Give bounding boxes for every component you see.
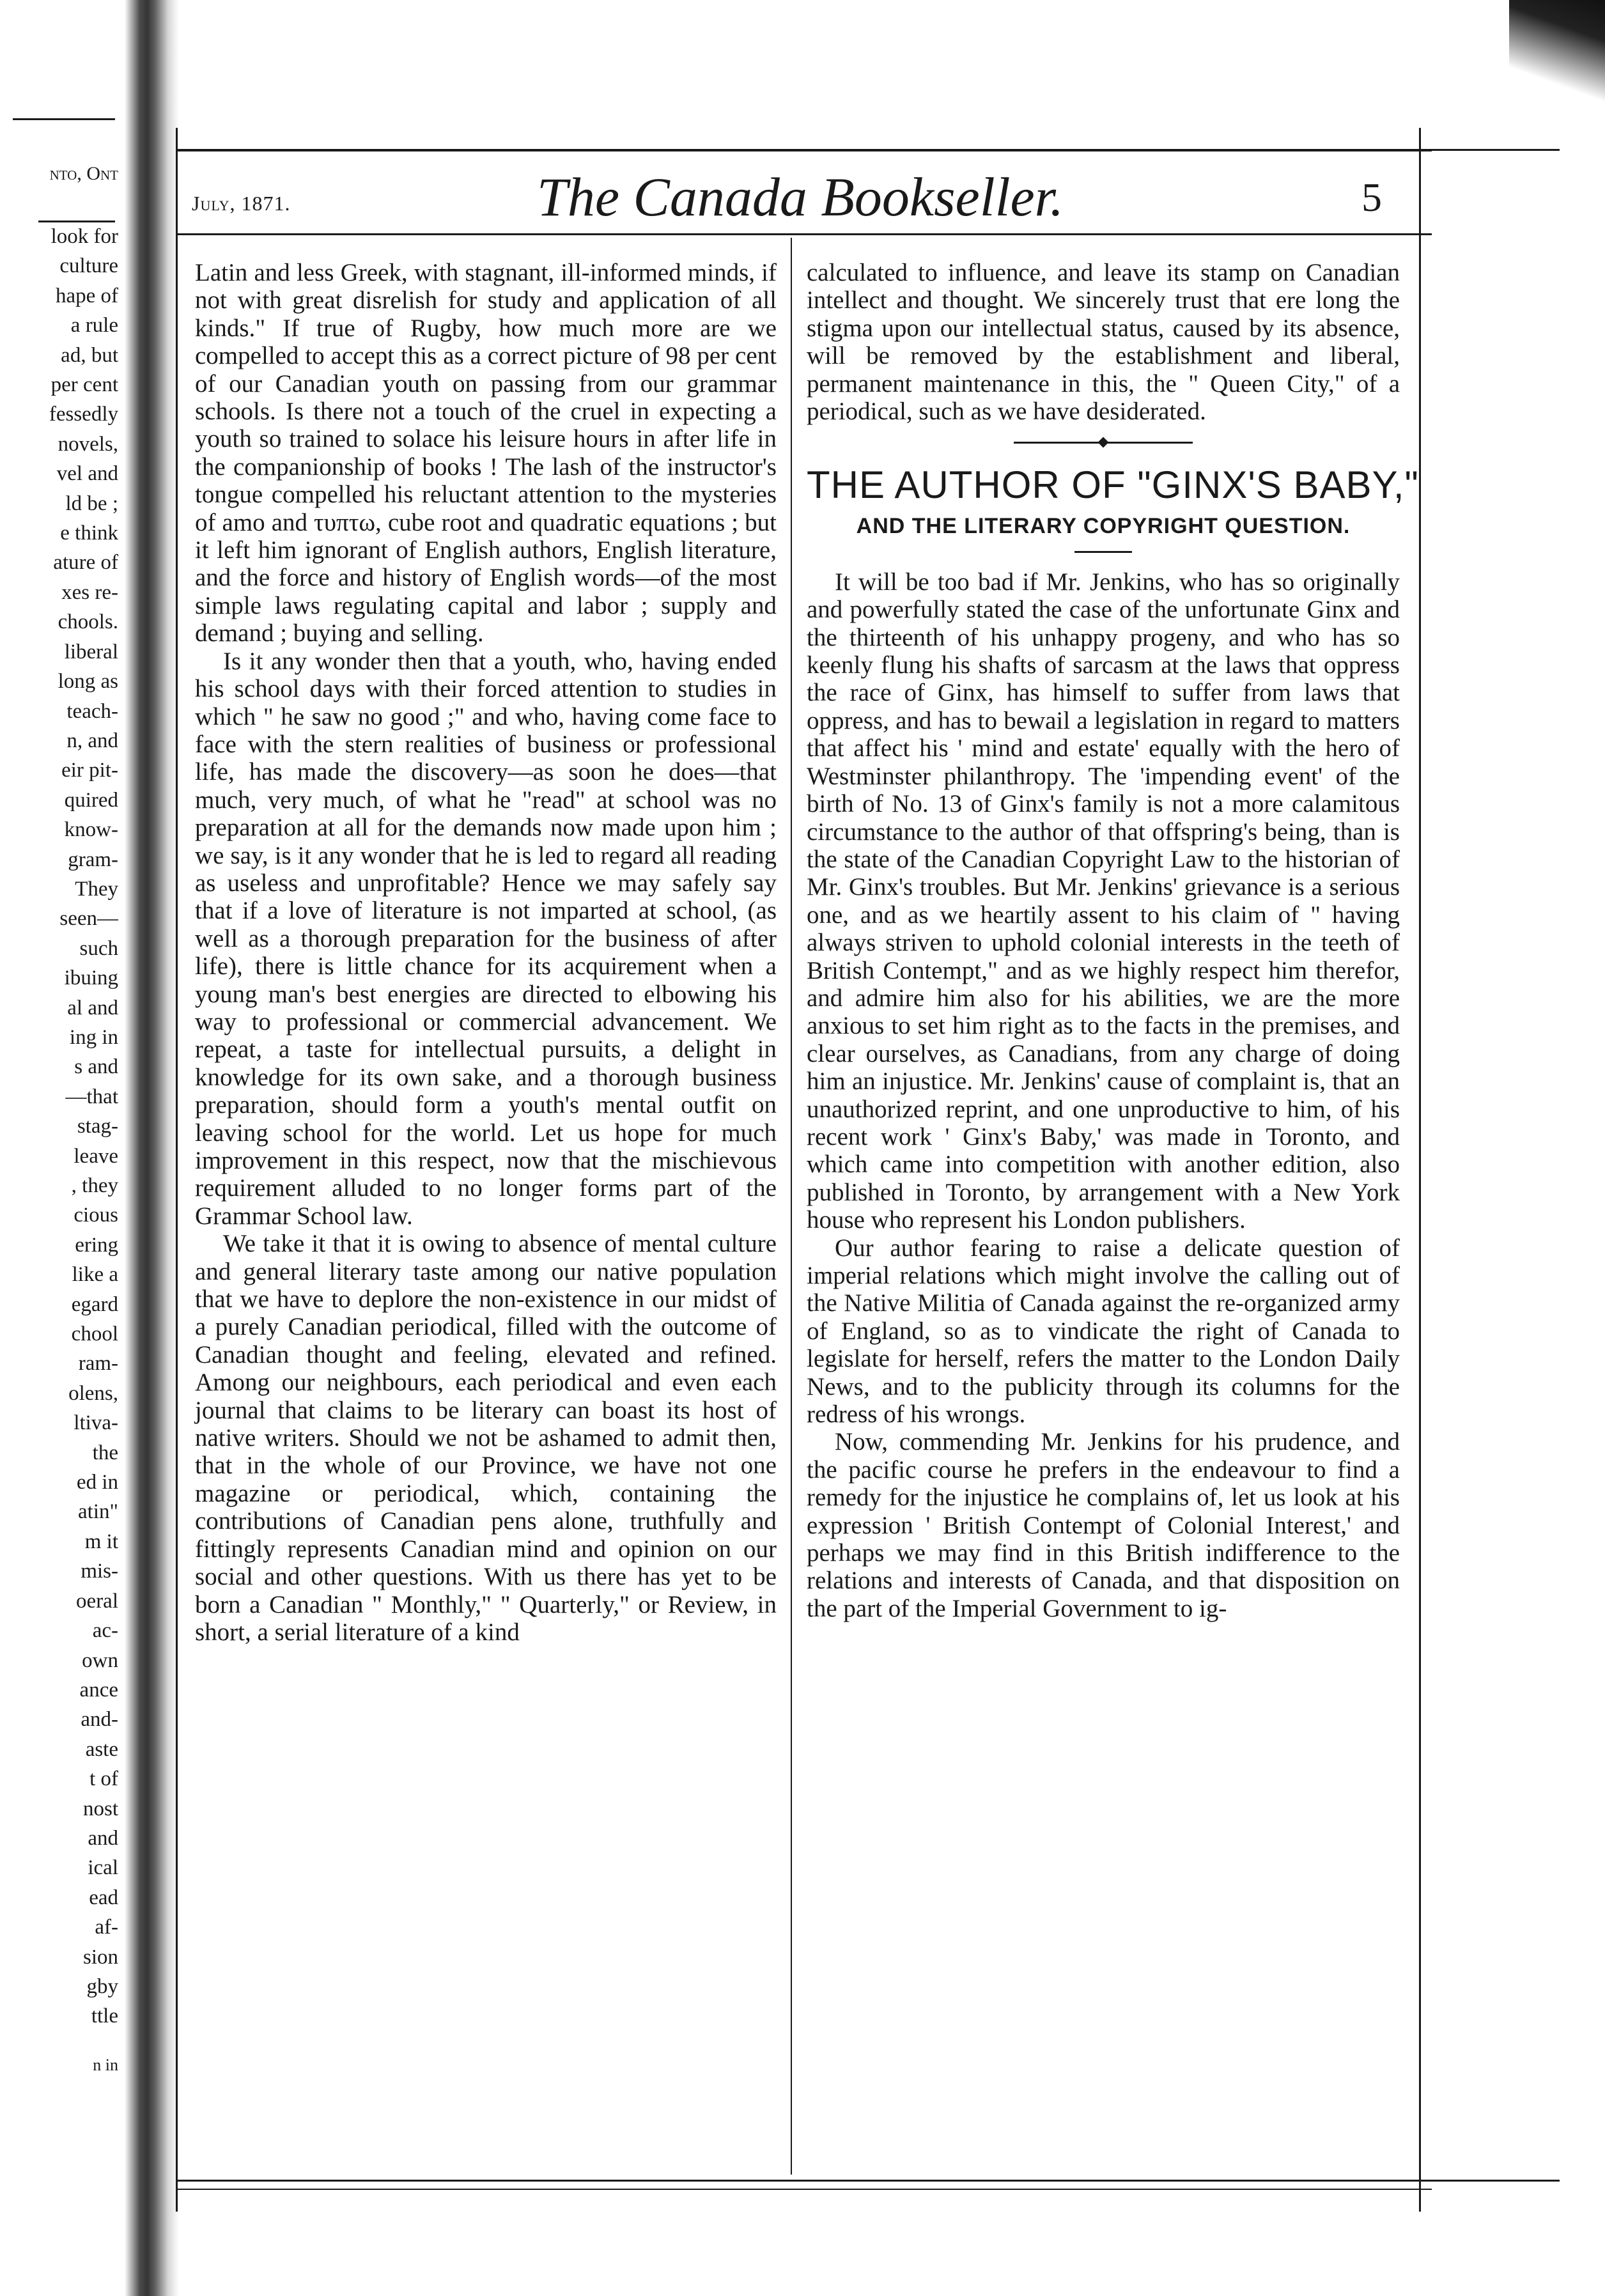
adjacent-page-line: —that: [65, 1085, 118, 1108]
adjacent-page-line: mis-: [81, 1560, 118, 1583]
adjacent-page-line: the: [92, 1441, 118, 1464]
adjacent-page-line: , they: [71, 1174, 118, 1197]
page-corner-mark: [1509, 0, 1605, 192]
adjacent-page-line: nost: [82, 1797, 118, 1820]
article-title: THE AUTHOR OF "GINX'S BABY,": [807, 463, 1419, 507]
adjacent-page-lines: [0, 222, 118, 2031]
edge-rule: [13, 118, 115, 120]
adjacent-page-line: ad, but: [61, 343, 118, 367]
adjacent-page-line: ering: [75, 1233, 118, 1257]
adjacent-page-line: a rule: [70, 314, 118, 337]
adjacent-page-line: own: [82, 1648, 118, 1672]
edge-rule: [38, 221, 115, 222]
adjacent-page-line: al and: [67, 996, 118, 1020]
adjacent-page-line: hape of: [55, 284, 118, 307]
adjacent-page-line: novels,: [58, 432, 118, 456]
title-rule: [1074, 551, 1132, 553]
adjacent-page-line: They: [75, 877, 118, 901]
adjacent-page-line: ram-: [78, 1352, 118, 1376]
edge-rule: [1432, 149, 1560, 151]
adjacent-page-line: teach-: [66, 699, 118, 723]
adjacent-page-line: ltiva-: [74, 1411, 118, 1435]
adjacent-page-line: aste: [85, 1737, 118, 1761]
adjacent-page-line: atin": [78, 1500, 118, 1524]
adjacent-page-line: culture: [59, 254, 118, 278]
adjacent-page-fragment: [0, 163, 118, 2080]
adjacent-page-line: vel and: [56, 462, 118, 486]
adjacent-page-line: e think: [60, 522, 118, 545]
adjacent-page-line: ing in: [69, 1025, 118, 1049]
column-divider: [791, 238, 792, 2175]
adjacent-page-line: eir pit-: [61, 759, 118, 782]
adjacent-page-line: stag-: [77, 1115, 118, 1138]
footer-rule: [176, 2180, 1432, 2182]
adjacent-page-line: t of: [89, 1767, 118, 1791]
page-frame-left: [176, 128, 178, 2212]
adjacent-page-line: xes re-: [61, 580, 118, 604]
adjacent-page-line: chools.: [58, 610, 118, 634]
left-column: [195, 259, 777, 1646]
adjacent-page-line: look for: [50, 225, 118, 248]
adjacent-page-line: ld be ;: [65, 492, 118, 515]
adjacent-page-line: ed in: [76, 1471, 118, 1494]
adjacent-page-line: like a: [72, 1263, 118, 1287]
adjacent-page-line: gram-: [68, 848, 118, 871]
section-separator: [1014, 442, 1193, 444]
adjacent-page-line: gby: [86, 1974, 118, 1998]
adjacent-page-line: chool: [71, 1323, 118, 1346]
adjacent-page-line: ac-: [92, 1619, 118, 1643]
paragraph: Now, commending Mr. Jenkins for his prudence, and the pacific course he prefers in the endeavour to find a remedy for the injustice he complains of, let us look at his expression ' British Contempt of Colonial Interest,' and perhaps we may find in this British indifference to the relations and interests of Canada, and that disposition on the part of the Imperial Government to ig-: [807, 1428, 1400, 1622]
adjacent-page-line: s and: [74, 1055, 118, 1079]
adjacent-page-line: ature of: [53, 551, 118, 575]
running-head-date: July, 1871.: [192, 192, 291, 215]
running-head-title: The Canada Bookseller.: [537, 166, 1064, 228]
top-rule: [176, 149, 1432, 151]
adjacent-page-line: cious: [74, 1204, 118, 1227]
adjacent-page-line: n, and: [66, 729, 118, 752]
page-frame-right: [1419, 128, 1421, 2212]
adjacent-page-line: liberal: [64, 640, 118, 663]
adjacent-page-header: nto, Ont: [49, 163, 118, 184]
adjacent-page-line: oeral: [76, 1589, 118, 1613]
adjacent-page-line: m it: [84, 1530, 118, 1553]
adjacent-page-line: know-: [64, 818, 118, 842]
paragraph: Is it any wonder then that a youth, who, having ended his school days with their forced attention to studies in which " he saw no good ;" and who, having come face to face with the stern realities of business or professional life, has made the discovery—as soon he does—that much, very much, of what he "read" at school was no preparation at all for the demands now made upon him ; we say, is it any wonder that he is led to regard all reading as useless and unprofitable? Hence we may safely say that if a love of literature is not imparted at school, (as well as a thorough preparation for the business of after life), there is little chance for its acquirement when a young man's best energies are directed to elbowing his way to professional or commercial advancement. We repeat, a taste for intellectual pursuits, a delight in knowledge for its own sake, and a thorough business preparation, should form a youth's mental outfit on leaving school for the world. Let us hope for much improvement in this respect, now that the mischievous requirement alluded to no longer forms part of the Grammar School law.: [195, 647, 777, 1230]
adjacent-page-line: olens,: [68, 1381, 118, 1405]
adjacent-page-line: egard: [71, 1292, 118, 1316]
adjacent-page-line: quired: [64, 788, 118, 812]
article-subtitle: AND THE LITERARY COPYRIGHT QUESTION.: [856, 514, 1351, 539]
adjacent-page-line: ead: [89, 1886, 118, 1909]
adjacent-page-line: af-: [95, 1916, 118, 1939]
edge-rule: [1432, 2180, 1560, 2182]
adjacent-page-line: ical: [88, 1856, 118, 1880]
adjacent-page-line: per cent: [50, 373, 118, 397]
binding-shadow: [125, 0, 179, 2296]
adjacent-page-line: such: [79, 936, 118, 960]
right-column: [807, 259, 1419, 1622]
adjacent-page-line: ance: [79, 1678, 118, 1702]
adjacent-page-line: ibuing: [64, 966, 118, 990]
paragraph: Our author fearing to raise a delicate question of imperial relations which might involve the calling out of the Native Militia of Canada against the re-organized army of England, so as to vindicate the right of Canada to legislate for herself, refers the matter to the London Daily News, and to the publicity through its columns for the redress of his wrongs.: [807, 1234, 1400, 1429]
header-rule: [176, 233, 1432, 235]
adjacent-page-line: and: [88, 1826, 118, 1850]
paragraph: We take it that it is owing to absence of mental culture and general literary taste among our native population that we have to deplore the non-existence in our midst of a purely Canadian periodical, filled with the outcome of Canadian thought and feeling, elevated and refined. Among our neighbours, each periodical and even each journal that claims to be literary can boast its host of native writers. Should we not be ashamed to admit then, that in the whole of our Province, we have not one magazine or periodical, which, containing the contributions of Canadian pens alone, truthfully and fittingly represents Canadian mind and opinion on our social and other questions. With us there has yet to be born a Canadian " Monthly," " Quarterly," or Review, in short, a serial literature of a kind: [195, 1230, 777, 1646]
paragraph: Latin and less Greek, with stagnant, ill-informed minds, if not with great disrelish for study and application of all kinds." If true of Rugby, how much more are we compelled to accept this as a correct picture of 98 per cent of our Canadian youth on passing from our grammar schools. Is there not a touch of the cruel in expecting a youth so trained to solace his leisure hours in after life in the companionship of books ! The lash of the instructor's tongue compelled his reluctant attention to the mysteries of amo and τυπτω, cube root and quadratic equations ; but it left him ignorant of English authors, English literature, and the force and history of English words—of the most simple laws regulating capital and labor ; supply and demand ; buying and selling.: [195, 259, 777, 648]
footer-rule: [176, 2189, 1432, 2190]
continuation-paragraph: calculated to influence, and leave its stamp on Canadian intellect and thought. We sincerely trust that ere long the stigma upon our intellectual status, caused by its absence, will be removed by the establishment and liberal, permanent maintenance in this, the " Queen City," of a periodical, such as we have desiderated.: [807, 259, 1400, 426]
adjacent-page-line: sion: [82, 1945, 118, 1969]
adjacent-page-line: seen—: [59, 907, 118, 931]
adjacent-page-line: long as: [58, 670, 118, 694]
adjacent-page-line: ttle: [91, 2005, 118, 2028]
adjacent-page-line: leave: [74, 1144, 118, 1168]
adjacent-page-line: fessedly: [49, 403, 118, 426]
adjacent-page-line: and-: [81, 1708, 118, 1732]
page-number: 5: [1361, 175, 1382, 220]
adjacent-page-last-line: n in: [93, 2055, 118, 2074]
paragraph: It will be too bad if Mr. Jenkins, who has so originally and powerfully stated the case of the unfortunate Ginx and the thirteenth of his unhappy progeny, and who has so keenly flung his shafts of sarcasm at the laws that oppress the race of Ginx, has himself to suffer from laws that oppress, and has to bewail a legislation in regard to matters that affect his ' mind and estate' equally with the hero of Westminster philanthropy. The 'impending event' of the birth of No. 13 of Ginx's family is not a more calamitous circumstance to the author of that offspring's being, than is the state of the Canadian Copyright Law to the historian of Mr. Ginx's troubles. But Mr. Jenkins' grievance is a serious one, and as we heartily assent to his claim of " having always striven to uphold colonial interests in the teeth of British Contempt," and as we highly respect him therefor, and admire him also for his abilities, we are the more anxious to set him right as to the facts in the premises, and clear ourselves, as Canadians, from any charge of doing him an injustice. Mr. Jenkins' cause of complaint is, that an unauthorized reprint, and one unproductive to him, of his recent work ' Ginx's Baby,' was made in Toronto, and which came into competition with another edition, also published in Toronto, by arrangement with a New York house who represent his London publishers.: [807, 568, 1400, 1234]
